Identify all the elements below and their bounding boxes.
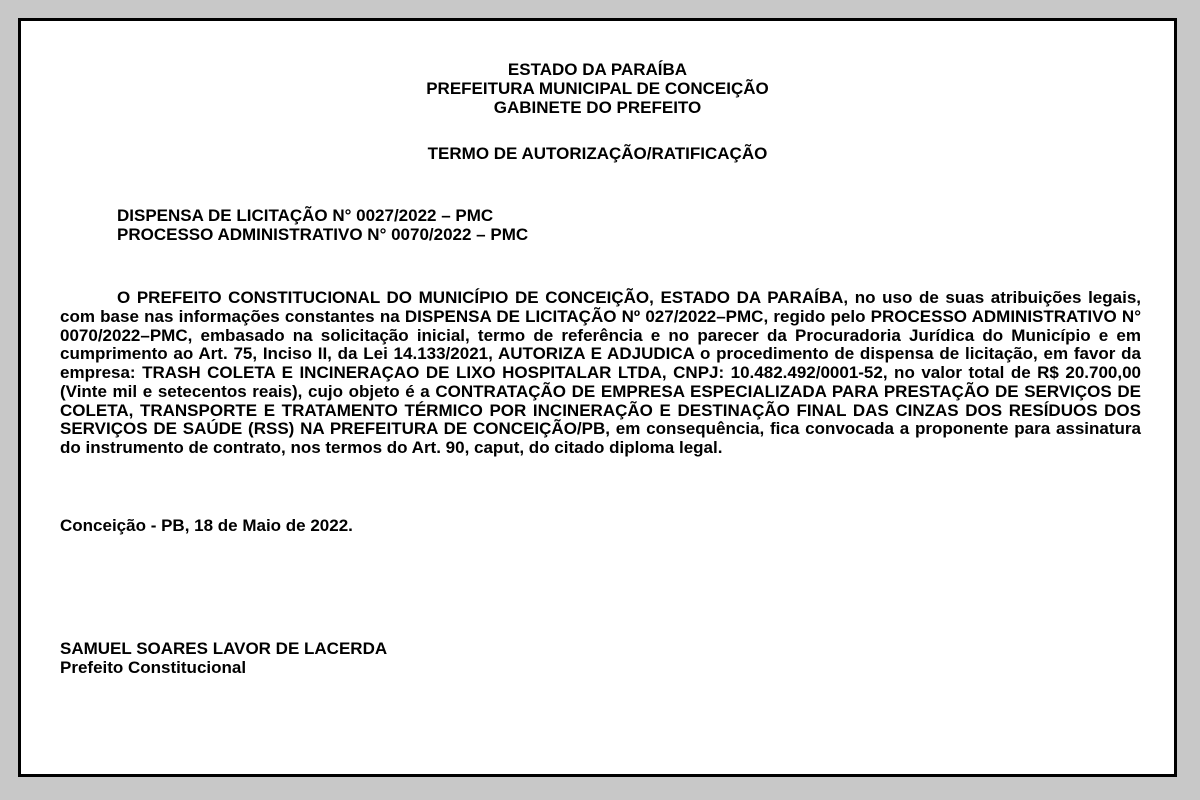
signatory-name: SAMUEL SOARES LAVOR DE LACERDA — [60, 639, 388, 658]
document-page — [18, 18, 1177, 777]
signatory-role: Prefeito Constitucional — [60, 658, 247, 677]
dispensa-number: DISPENSA DE LICITAÇÃO N° 0027/2022 – PMC — [117, 206, 494, 225]
header-office: GABINETE DO PREFEITO — [493, 98, 702, 117]
date-line: Conceição - PB, 18 de Maio de 2022. — [60, 516, 353, 535]
authorization-body: O PREFEITO CONSTITUCIONAL DO MUNICÍPIO DE CONCEIÇÃO, ESTADO DA PARAÍBA, no uso de suas atribuições legais, com base nas informações constantes na DISPENSA DE LICITAÇÃO Nº 027/2022–PMC, regido pelo PROCESSO ADMINISTRATIVO N° 0070/2022–PMC, embasado na solicitação inicial, termo de referência e no parecer da Procuradoria Jurídica do Município e em cumprimento ao Art. 75, Inciso II, da Lei 14.133/2021, AUTORIZA E ADJUDICA o procedimento de dispensa de licitação, em favor da empresa: TRASH COLETA E INCINERAÇAO DE LIXO HOSPITALAR LTDA, CNPJ: 10.482.492/0001-52, no valor total de R$ 20.700,00 (Vinte mil e setecentos reais), cujo objeto é a CONTRATAÇÃO DE EMPRESA ESPECIALIZADA PARA PRESTAÇÃO DE SERVIÇOS DE COLETA, TRANSPORTE E TRATAMENTO TÉRMICO POR INCINERAÇÃO E DESTINAÇÃO FINAL DAS CINZAS DOS RESÍDUOS DOS SERVIÇOS DE SAÚDE (RSS) NA PREFEITURA DE CONCEIÇÃO/PB, em consequência, fica convocada a proponente para assinatura do instrumento de contrato, nos termos do Art. 90, caput, do citado diploma legal. — [60, 288, 1141, 457]
processo-number: PROCESSO ADMINISTRATIVO N° 0070/2022 – PMC — [117, 225, 529, 244]
header-state: ESTADO DA PARAÍBA — [507, 60, 688, 79]
document-header — [21, 60, 1174, 117]
signature-block — [60, 639, 387, 677]
process-identifiers — [117, 206, 528, 244]
term-title: TERMO DE AUTORIZAÇÃO/RATIFICAÇÃO — [427, 144, 768, 163]
header-municipality: PREFEITURA MUNICIPAL DE CONCEIÇÃO — [426, 79, 769, 98]
